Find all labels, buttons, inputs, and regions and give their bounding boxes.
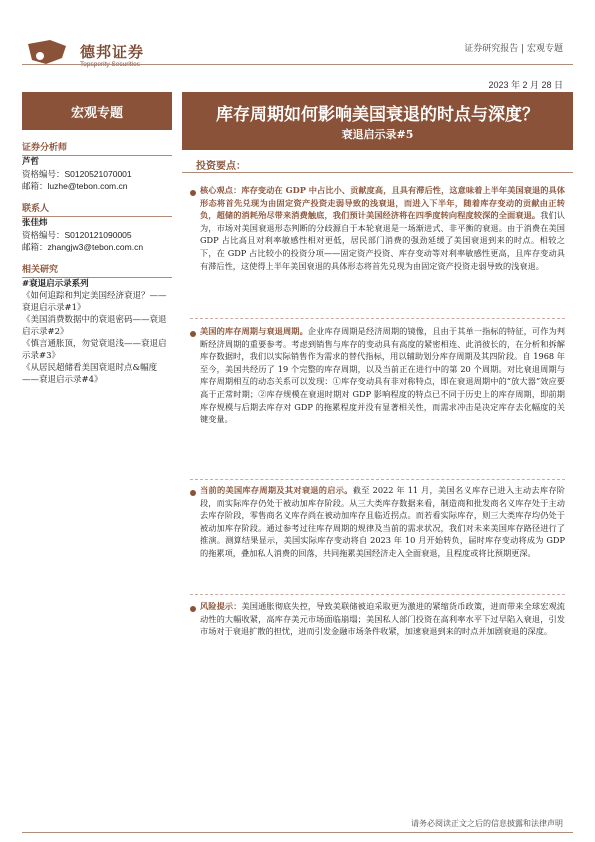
- related-heading: 相关研究: [22, 262, 172, 278]
- related-item[interactable]: 《从居民超储看美国衰退时点&幅度——衰退启示录#4》: [22, 363, 158, 385]
- inventory-cycle-text: 企业库存周期是经济周期的镜像，且由于其单一指标的特征，可作为判断经济周期的重要参考。考虑到销售与库存的变动具有高度的紧密相连、此消彼长的，在分析和拆解库存数据时，我们以实际销售作为需求的替代指标，用以辅助划分库存周期及其四阶段。自 1968 年至今，美国共经历了 19 个完整的库存周期，以及当前正在进行中的第 20 个周期。对比衰退周期与库存周期相互的动态关系可以发现：①库存变动具有非对称特点，即在衰退周期中的“放大器”效应要高于正常时期；②库存规模在衰退时期对 GDP 影响程度的特点已不同于历史上的库存周期，即前期库存规模与后期去库存对 GDP 的拖累程度并没有显著相关性，而需求冲击是决定库存去化幅度的关键变量。: [200, 326, 565, 425]
- contact-info: [22, 217, 172, 253]
- related-list: [22, 278, 172, 386]
- related-series: #衰退启示录系列: [22, 279, 89, 289]
- current-cycle-lead: 当前的美国库存周期及其对衰退的启示。: [200, 485, 353, 495]
- key-points-heading: 投资要点：: [196, 161, 246, 172]
- analyst-heading: 证券分析师: [22, 140, 172, 156]
- contact-name: 张佳炜: [22, 218, 48, 228]
- risk-lead: 风险提示：: [200, 601, 242, 611]
- section-divider: [190, 479, 565, 480]
- bullet-icon: [190, 331, 196, 337]
- sidebar-category: 宏观专题: [22, 92, 172, 130]
- inventory-cycle-lead: 美国的库存周期与衰退周期。: [200, 326, 308, 336]
- related-item[interactable]: 《慎言通胀顶，勿觉衰退浅——衰退启示录#3》: [22, 339, 167, 361]
- contact-email[interactable]: 邮箱：zhangjw3@tebon.com.cn: [22, 242, 144, 252]
- analyst-info: [22, 156, 172, 192]
- title-banner: [182, 92, 573, 150]
- current-cycle-text: 截至 2022 年 11 月，美国名义库存已进入主动去库存阶段，而实际库存仍处于被动加库存阶段。从三大类库存数据来看，制造商和批发商名义库存处于主动去库存阶段，零售商名义库存尚在被动加库存且临近拐点。而若看实际库存，则三大类库存均仍处于被动加库存阶段。通过参考过往库存周期的规律及当前的需求状况，我们对未来美国库存路径进行了推演。测算结果显示，美国实际库存变动将自 2023 年 10 月开始转负，届时库存变动将成为 GDP 的拖累项，叠加私人消费的回落，共同拖累美国经济走入全面衰退，且程度或将比预期更深。: [200, 485, 565, 558]
- paragraph-risk: [200, 600, 565, 638]
- risk-text: 美国通胀彻底失控，导致美联储被迫采取更为激进的紧缩货币政策，进而带来全球宏观流动性的大幅收紧，高库存美元市场面临崩塌；美国私人部门投资在高利率水平下过早陷入衰退，引发市场对于衰退扩散的担忧，进而引发金融市场条件收紧，加速衰退到来的时点并加剧衰退的深度。: [200, 601, 565, 637]
- footer-disclaimer: 请务必阅读正文之后的信息披露和法律声明: [411, 819, 563, 828]
- section-divider: [190, 318, 565, 319]
- contact-id: 资格编号：S0120121090005: [22, 230, 132, 240]
- page-title: 库存周期如何影响美国衰退的时点与深度？: [216, 105, 539, 125]
- bullet-icon: [190, 606, 196, 612]
- related-item[interactable]: 《如何追踪和判定美国经济衰退？——衰退启示录#1》: [22, 291, 167, 313]
- company-name: 德邦证券: [80, 43, 145, 61]
- paragraph-inventory-cycle: [200, 325, 565, 426]
- footer-divider: [22, 832, 573, 833]
- related-item[interactable]: 《美国消费数据中的衰退密码——衰退启示录#2》: [22, 315, 167, 337]
- analyst-email[interactable]: 邮箱：luzhe@tebon.com.cn: [22, 181, 128, 191]
- report-type: 证券研究报告 | 宏观专题: [464, 44, 563, 54]
- contact-heading: 联系人: [22, 201, 172, 217]
- analyst-name: 芦哲: [22, 157, 40, 167]
- core-view-highlight: 库存变动在 GDP 中占比小、贡献度高，且具有滞后性，这意味着上半年美国衰退的具体形态将首先兑现为由固定资产投资走弱导致的浅衰退，而进入下半年，随着库存变动的贡献由正转负，超储的消耗殆尽带来消费触底，我们预计美国经济将在四季度转向程度较深的全面衰退。: [200, 185, 565, 221]
- bullet-icon: [190, 490, 196, 496]
- paragraph-core-view: [200, 184, 565, 272]
- section-divider: [190, 594, 565, 595]
- report-date: 2023 年 2 月 28 日: [488, 80, 563, 90]
- company-logo: [22, 34, 72, 68]
- core-view-text: 我们认为，市场对美国衰退形态判断的分歧源自于本轮衰退是一场渐进式、非平衡的衰退。由于消费在美国 GDP 占比高且对利率敏感性相对更低，居民部门消费的强劲延缓了美国衰退到来的时点。相较之下，在 GDP 占比较小的投资分项——固定资产投资、库存变动等对利率敏感性更高，且库存变动具有滞后性，这使得上半年美国衰退的具体形态将首先兑现为由固定资产投资走弱导致的浅衰退。: [200, 210, 565, 271]
- page-subtitle: 衰退启示录#5: [341, 128, 414, 141]
- core-view-lead: 核心观点：: [200, 185, 242, 195]
- paragraph-current-cycle: [200, 484, 565, 560]
- header-divider: [22, 64, 573, 65]
- bullet-icon: [190, 190, 196, 196]
- logo-icon: [22, 34, 72, 68]
- analyst-id: 资格编号：S0120521070001: [22, 169, 132, 179]
